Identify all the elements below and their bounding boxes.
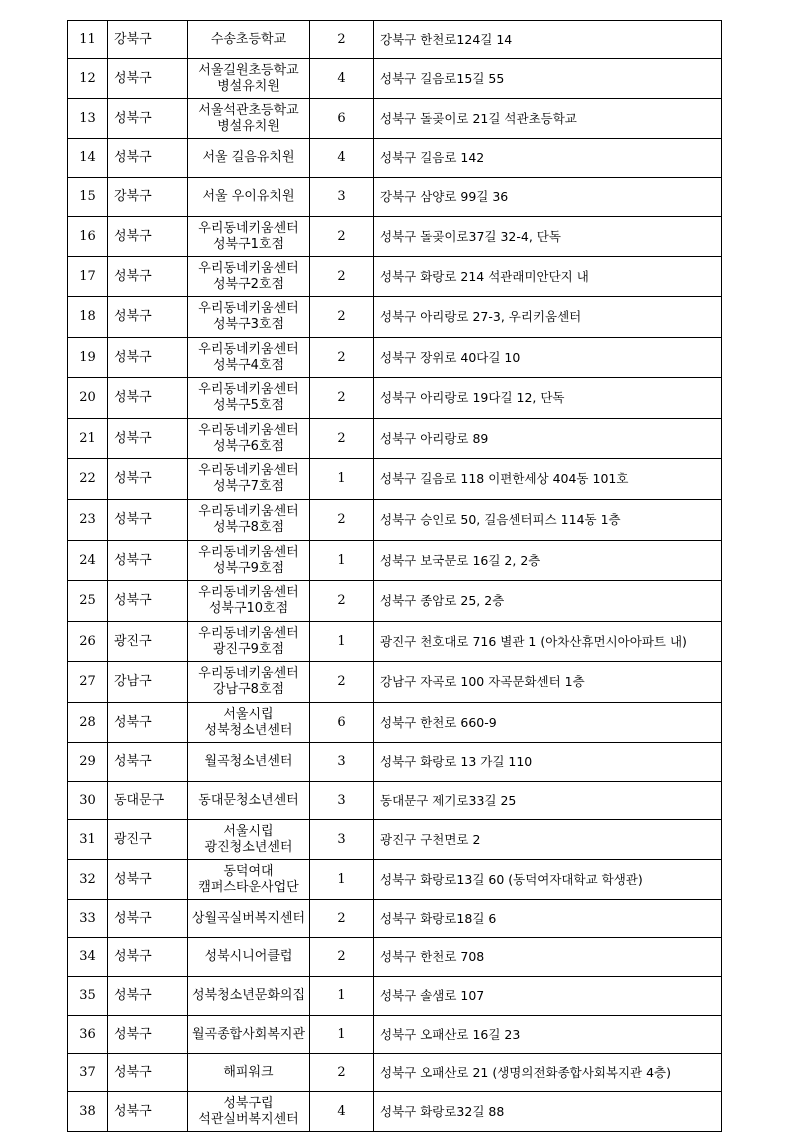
row-number-cell: 12 <box>68 59 108 99</box>
address-cell: 성북구 길음로15길 55 <box>374 59 722 99</box>
address-cell: 성북구 화랑로 214 석관래미안단지 내 <box>374 257 722 297</box>
district-cell: 성북구 <box>108 419 188 459</box>
facility-name-line: 서울석관초등학교 <box>198 102 299 118</box>
address-cell: 강북구 한천로124길 14 <box>374 21 722 59</box>
table-row <box>68 59 722 99</box>
row-number-cell: 19 <box>68 338 108 378</box>
facility-name-line: 병설유치원 <box>217 118 280 134</box>
count-cell: 2 <box>310 217 374 257</box>
address-cell: 성북구 오패산로 16길 23 <box>374 1016 722 1054</box>
address-cell: 성북구 보국문로 16길 2, 2층 <box>374 541 722 581</box>
count-cell: 2 <box>310 257 374 297</box>
table-row <box>68 977 722 1016</box>
facility-name-line: 성북구1호점 <box>212 236 285 252</box>
facility-name-line: 월곡종합사회복지관 <box>192 1026 306 1042</box>
address-cell: 성북구 장위로 40다길 10 <box>374 338 722 378</box>
address-cell: 성북구 솔샘로 107 <box>374 977 722 1016</box>
district-cell: 성북구 <box>108 1016 188 1054</box>
facility-name-line: 우리동네키움센터 <box>198 301 299 316</box>
table-row <box>68 900 722 938</box>
address-cell: 성북구 화랑로18길 6 <box>374 900 722 938</box>
district-cell: 성북구 <box>108 459 188 500</box>
address-cell: 성북구 아리랑로 19다길 12, 단독 <box>374 378 722 419</box>
facility-name-cell <box>188 217 310 257</box>
row-number-cell: 11 <box>68 21 108 59</box>
facility-name-line: 성북구6호점 <box>212 438 285 454</box>
facility-name-line: 석관실버복지센터 <box>198 1111 299 1127</box>
address-cell: 성북구 승인로 50, 길음센터피스 114동 1층 <box>374 500 722 541</box>
count-cell: 6 <box>310 703 374 743</box>
facility-name-line: 우리동네키움센터 <box>198 544 299 560</box>
row-number-cell: 23 <box>68 500 108 541</box>
facility-table <box>67 20 722 1132</box>
facility-name-line: 광진청소년센터 <box>204 839 293 855</box>
district-cell: 성북구 <box>108 541 188 581</box>
facility-name-cell <box>188 139 310 178</box>
facility-name-cell <box>188 581 310 622</box>
address-cell: 성북구 아리랑로 89 <box>374 419 722 459</box>
facility-name-line: 우리동네키움센터 <box>198 463 299 478</box>
row-number-cell: 33 <box>68 900 108 938</box>
facility-name-cell <box>188 622 310 662</box>
facility-name-line: 서울시립 <box>223 706 274 722</box>
table-row <box>68 703 722 743</box>
address-cell: 강남구 자곡로 100 자곡문화센터 1층 <box>374 662 722 703</box>
facility-name-line: 강남구8호점 <box>212 682 285 697</box>
facility-name-line: 우리동네키움센터 <box>198 666 299 681</box>
address-cell: 광진구 천호대로 716 별관 1 (아차산휴먼시아아파트 내) <box>374 622 722 662</box>
table-row <box>68 21 722 59</box>
row-number-cell: 24 <box>68 541 108 581</box>
count-cell: 3 <box>310 820 374 860</box>
facility-name-cell <box>188 59 310 99</box>
count-cell: 1 <box>310 622 374 662</box>
facility-name-cell <box>188 500 310 541</box>
table-row <box>68 297 722 338</box>
row-number-cell: 25 <box>68 581 108 622</box>
count-cell: 2 <box>310 581 374 622</box>
district-cell: 성북구 <box>108 99 188 139</box>
address-cell: 성북구 화랑로 13 가길 110 <box>374 743 722 782</box>
facility-name-cell <box>188 541 310 581</box>
facility-name-cell <box>188 900 310 938</box>
district-cell: 강남구 <box>108 662 188 703</box>
district-cell: 성북구 <box>108 500 188 541</box>
row-number-cell: 13 <box>68 99 108 139</box>
count-cell: 2 <box>310 297 374 338</box>
facility-name-cell <box>188 743 310 782</box>
facility-name-line: 해피워크 <box>223 1064 274 1080</box>
facility-name-cell <box>188 378 310 419</box>
facility-name-line: 우리동네키움센터 <box>198 504 299 519</box>
count-cell: 4 <box>310 1092 374 1132</box>
facility-name-cell <box>188 21 310 59</box>
table-row <box>68 419 722 459</box>
address-cell: 성북구 아리랑로 27-3, 우리키움센터 <box>374 297 722 338</box>
count-cell: 3 <box>310 743 374 782</box>
district-cell: 강북구 <box>108 21 188 59</box>
row-number-cell: 18 <box>68 297 108 338</box>
count-cell: 2 <box>310 419 374 459</box>
row-number-cell: 17 <box>68 257 108 297</box>
district-cell: 성북구 <box>108 900 188 938</box>
facility-name-line: 월곡청소년센터 <box>204 754 293 769</box>
table-row <box>68 860 722 900</box>
row-number-cell: 26 <box>68 622 108 662</box>
table-row <box>68 99 722 139</box>
district-cell: 강북구 <box>108 178 188 217</box>
facility-name-cell <box>188 257 310 297</box>
address-cell: 동대문구 제기로33길 25 <box>374 782 722 820</box>
table-row <box>68 622 722 662</box>
district-cell: 성북구 <box>108 59 188 99</box>
facility-name-line: 성북구7호점 <box>212 479 285 494</box>
count-cell: 1 <box>310 459 374 500</box>
address-cell: 성북구 오패산로 21 (생명의전화종합사회복지관 4층) <box>374 1054 722 1092</box>
facility-name-cell <box>188 297 310 338</box>
table-row <box>68 1054 722 1092</box>
facility-name-line: 서울 우이유치원 <box>202 189 295 204</box>
row-number-cell: 29 <box>68 743 108 782</box>
address-cell: 성북구 한천로 660-9 <box>374 703 722 743</box>
facility-name-line: 서울시립 <box>223 823 274 839</box>
district-cell: 성북구 <box>108 257 188 297</box>
row-number-cell: 37 <box>68 1054 108 1092</box>
table-row <box>68 782 722 820</box>
district-cell: 성북구 <box>108 1092 188 1132</box>
facility-name-line: 성북구8호점 <box>212 520 285 535</box>
row-number-cell: 31 <box>68 820 108 860</box>
facility-name-cell <box>188 782 310 820</box>
count-cell: 2 <box>310 900 374 938</box>
facility-name-cell <box>188 977 310 1016</box>
address-cell: 성북구 길음로 142 <box>374 139 722 178</box>
table-row <box>68 257 722 297</box>
table-row <box>68 217 722 257</box>
district-cell: 성북구 <box>108 938 188 977</box>
facility-name-line: 동덕여대 <box>223 863 274 879</box>
facility-name-line: 우리동네키움센터 <box>198 585 299 600</box>
table-row <box>68 541 722 581</box>
row-number-cell: 22 <box>68 459 108 500</box>
row-number-cell: 36 <box>68 1016 108 1054</box>
facility-name-cell <box>188 703 310 743</box>
district-cell: 성북구 <box>108 297 188 338</box>
district-cell: 성북구 <box>108 1054 188 1092</box>
table-row <box>68 1016 722 1054</box>
facility-name-line: 우리동네키움센터 <box>198 625 299 641</box>
facility-name-line: 우리동네키움센터 <box>198 382 299 397</box>
facility-name-line: 성북구9호점 <box>212 560 285 576</box>
table-row <box>68 139 722 178</box>
count-cell: 1 <box>310 977 374 1016</box>
district-cell: 성북구 <box>108 139 188 178</box>
row-number-cell: 21 <box>68 419 108 459</box>
facility-name-cell <box>188 419 310 459</box>
district-cell: 성북구 <box>108 703 188 743</box>
facility-name-cell <box>188 938 310 977</box>
facility-name-line: 성북구4호점 <box>212 357 285 373</box>
district-cell: 광진구 <box>108 820 188 860</box>
count-cell: 2 <box>310 500 374 541</box>
facility-name-line: 우리동네키움센터 <box>198 422 299 438</box>
count-cell: 1 <box>310 1016 374 1054</box>
count-cell: 2 <box>310 662 374 703</box>
district-cell: 동대문구 <box>108 782 188 820</box>
table-row <box>68 820 722 860</box>
facility-name-line: 성북청소년문화의집 <box>192 988 306 1003</box>
facility-name-line: 성북시니어클럽 <box>204 949 293 964</box>
facility-name-line: 상월곡실버복지센터 <box>192 910 306 926</box>
table-row <box>68 459 722 500</box>
count-cell: 6 <box>310 99 374 139</box>
count-cell: 2 <box>310 338 374 378</box>
facility-name-cell <box>188 1054 310 1092</box>
table-body <box>68 21 722 1132</box>
count-cell: 4 <box>310 59 374 99</box>
address-cell: 강북구 삼양로 99길 36 <box>374 178 722 217</box>
table-row <box>68 1092 722 1132</box>
table-row <box>68 581 722 622</box>
count-cell: 3 <box>310 178 374 217</box>
address-cell: 성북구 화랑로32길 88 <box>374 1092 722 1132</box>
facility-name-line: 성북구3호점 <box>212 317 285 332</box>
table-row <box>68 938 722 977</box>
district-cell: 성북구 <box>108 743 188 782</box>
facility-name-cell <box>188 338 310 378</box>
facility-name-cell <box>188 1016 310 1054</box>
facility-name-line: 동대문청소년센터 <box>198 792 299 808</box>
address-cell: 성북구 한천로 708 <box>374 938 722 977</box>
facility-name-cell <box>188 1092 310 1132</box>
address-cell: 성북구 종암로 25, 2층 <box>374 581 722 622</box>
row-number-cell: 16 <box>68 217 108 257</box>
row-number-cell: 15 <box>68 178 108 217</box>
facility-name-line: 병설유치원 <box>217 78 280 94</box>
row-number-cell: 32 <box>68 860 108 900</box>
address-cell: 성북구 돌곶이로37길 32-4, 단독 <box>374 217 722 257</box>
address-cell: 성북구 길음로 118 이편한세상 404동 101호 <box>374 459 722 500</box>
facility-name-line: 서울길원초등학교 <box>198 62 299 78</box>
count-cell: 2 <box>310 21 374 59</box>
row-number-cell: 27 <box>68 662 108 703</box>
facility-name-cell <box>188 820 310 860</box>
facility-name-line: 서울 길음유치원 <box>202 150 295 165</box>
district-cell: 성북구 <box>108 581 188 622</box>
district-cell: 광진구 <box>108 622 188 662</box>
district-cell: 성북구 <box>108 217 188 257</box>
table-row <box>68 662 722 703</box>
count-cell: 3 <box>310 782 374 820</box>
facility-name-line: 광진구9호점 <box>212 641 285 657</box>
facility-name-line: 성북구2호점 <box>212 276 285 292</box>
row-number-cell: 14 <box>68 139 108 178</box>
count-cell: 1 <box>310 541 374 581</box>
count-cell: 2 <box>310 938 374 977</box>
facility-name-line: 성북구10호점 <box>208 601 289 616</box>
facility-name-line: 성북청소년센터 <box>204 722 293 738</box>
facility-name-line: 캠퍼스타운사업단 <box>198 879 299 895</box>
facility-name-line: 수송초등학교 <box>210 31 287 47</box>
address-cell: 성북구 돌곶이로 21길 석관초등학교 <box>374 99 722 139</box>
table-row <box>68 743 722 782</box>
district-cell: 성북구 <box>108 378 188 419</box>
address-cell: 성북구 화랑로13길 60 (동덕여자대학교 학생관) <box>374 860 722 900</box>
address-cell: 광진구 구천면로 2 <box>374 820 722 860</box>
facility-name-line: 우리동네키움센터 <box>198 341 299 357</box>
row-number-cell: 30 <box>68 782 108 820</box>
count-cell: 2 <box>310 1054 374 1092</box>
table-row <box>68 178 722 217</box>
facility-name-line: 우리동네키움센터 <box>198 260 299 276</box>
count-cell: 1 <box>310 860 374 900</box>
facility-name-line: 성북구5호점 <box>212 398 285 413</box>
facility-name-cell <box>188 99 310 139</box>
row-number-cell: 38 <box>68 1092 108 1132</box>
row-number-cell: 35 <box>68 977 108 1016</box>
district-cell: 성북구 <box>108 977 188 1016</box>
row-number-cell: 28 <box>68 703 108 743</box>
facility-name-cell <box>188 662 310 703</box>
district-cell: 성북구 <box>108 338 188 378</box>
facility-name-cell <box>188 459 310 500</box>
row-number-cell: 20 <box>68 378 108 419</box>
table-row <box>68 500 722 541</box>
facility-name-cell <box>188 860 310 900</box>
district-cell: 성북구 <box>108 860 188 900</box>
facility-name-line: 우리동네키움센터 <box>198 220 299 236</box>
facility-name-cell <box>188 178 310 217</box>
table-row <box>68 378 722 419</box>
table-row <box>68 338 722 378</box>
row-number-cell: 34 <box>68 938 108 977</box>
facility-name-line: 성북구립 <box>223 1095 274 1111</box>
count-cell: 4 <box>310 139 374 178</box>
count-cell: 2 <box>310 378 374 419</box>
